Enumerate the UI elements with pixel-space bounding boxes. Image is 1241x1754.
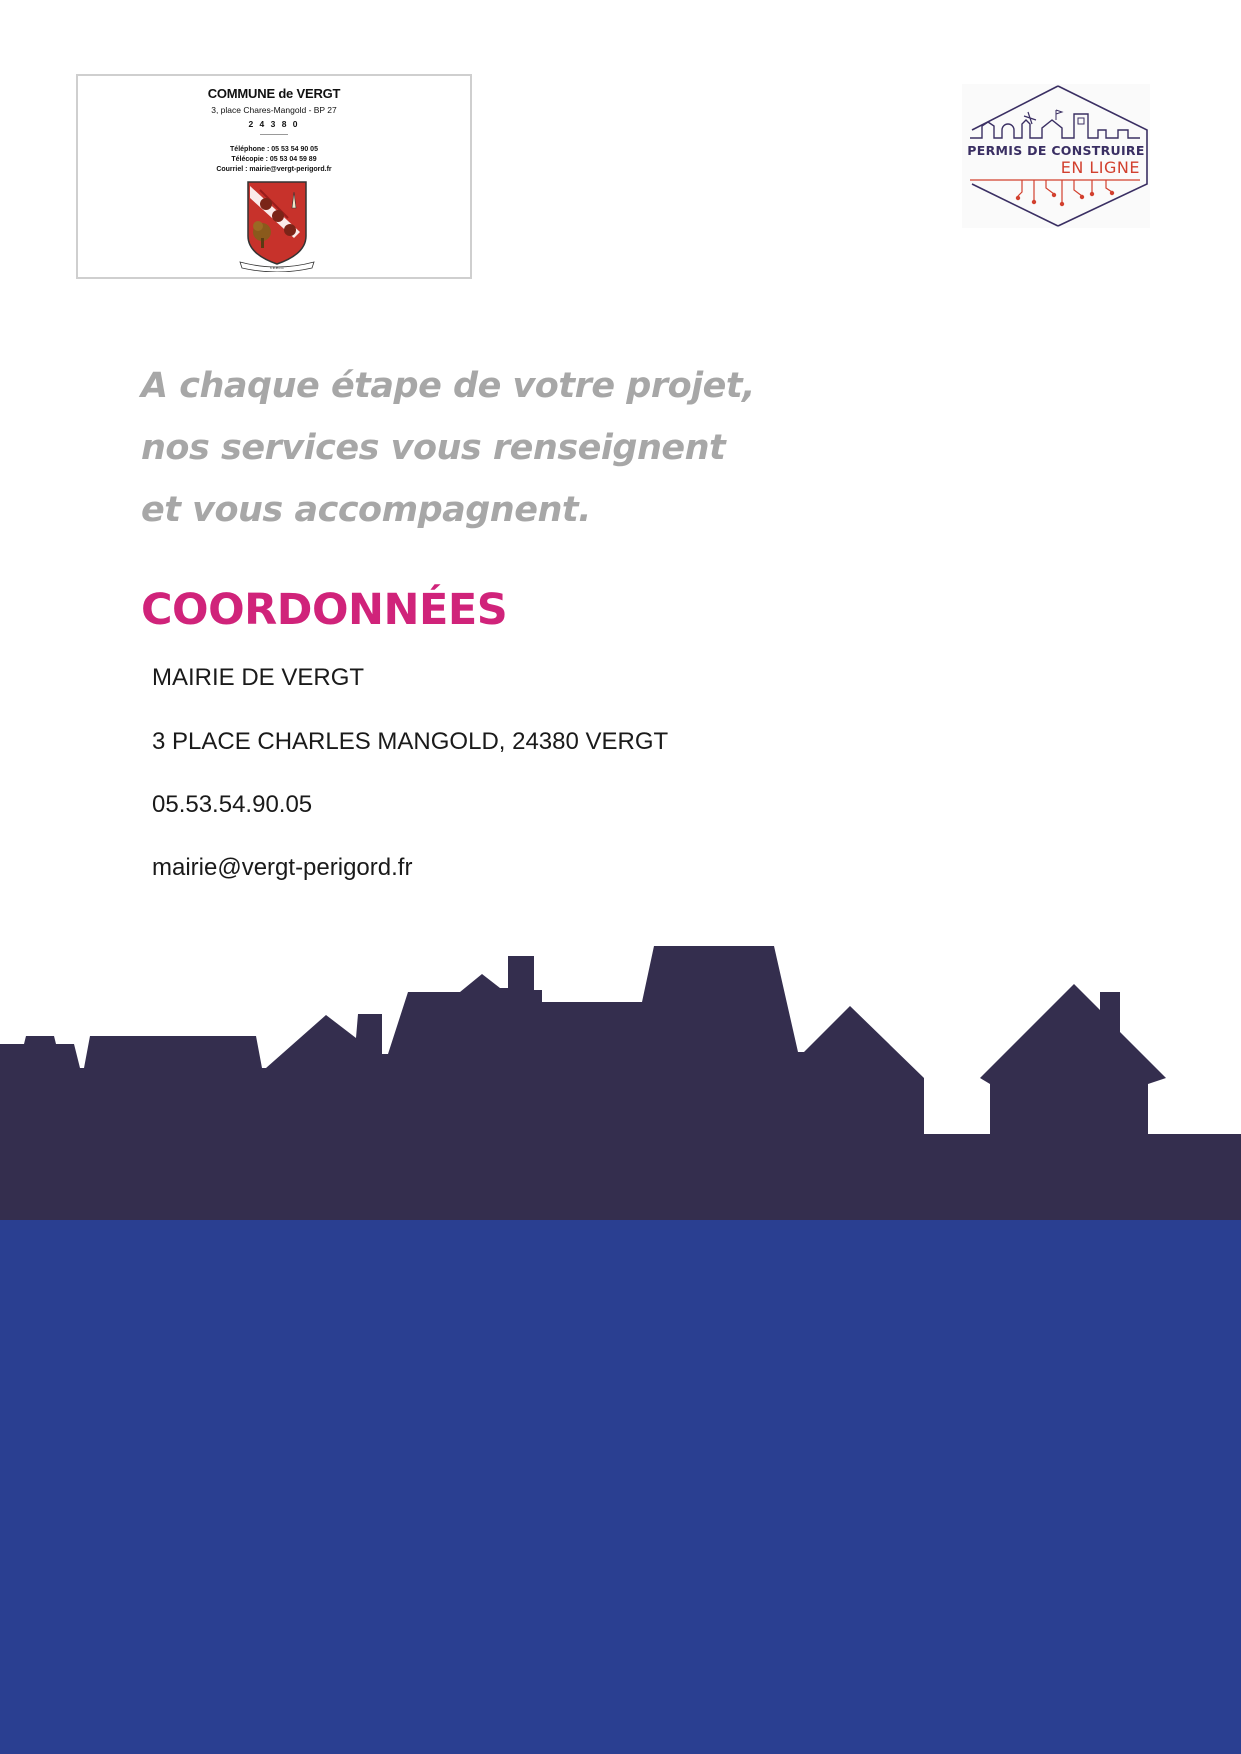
tagline-line-3: et vous accompagnent. <box>141 490 591 530</box>
commune-address: 3, place Chares-Mangold - BP 27 <box>211 105 337 115</box>
contact-phone: 05.53.54.90.05 <box>152 791 313 818</box>
card-divider <box>260 134 288 135</box>
commune-card <box>76 74 472 279</box>
commune-email: Courriel : mairie@vergt-perigord.fr <box>216 166 332 173</box>
commune-postcode: 2 4 3 8 0 <box>248 119 300 129</box>
bottom-band <box>0 1220 1241 1754</box>
contact-name: MAIRIE DE VERGT <box>152 664 365 691</box>
pcl-line1: PERMIS DE CONSTRUIRE <box>967 143 1145 158</box>
coat-of-arms-icon <box>238 180 316 272</box>
commune-phone: Téléphone : 05 53 54 90 05 <box>230 146 318 153</box>
crest-motto: VERGT <box>269 265 285 270</box>
tagline-line-2: nos services vous renseignent <box>141 428 726 468</box>
permis-construire-logo <box>962 84 1150 228</box>
contact-email: mairie@vergt-perigord.fr <box>152 854 413 881</box>
commune-title: COMMUNE de VERGT <box>207 86 341 101</box>
tagline <box>141 355 1041 541</box>
contact-address: 3 PLACE CHARLES MANGOLD, 24380 VERGT <box>152 728 669 755</box>
skyline-silhouette <box>0 940 1241 1220</box>
tagline-line-1: A chaque étape de votre projet, <box>141 366 755 406</box>
section-title: COORDONNÉES <box>141 585 508 635</box>
pcl-line2: EN LIGNE <box>1060 158 1140 177</box>
commune-fax: Télécopie : 05 53 04 59 89 <box>231 156 317 163</box>
